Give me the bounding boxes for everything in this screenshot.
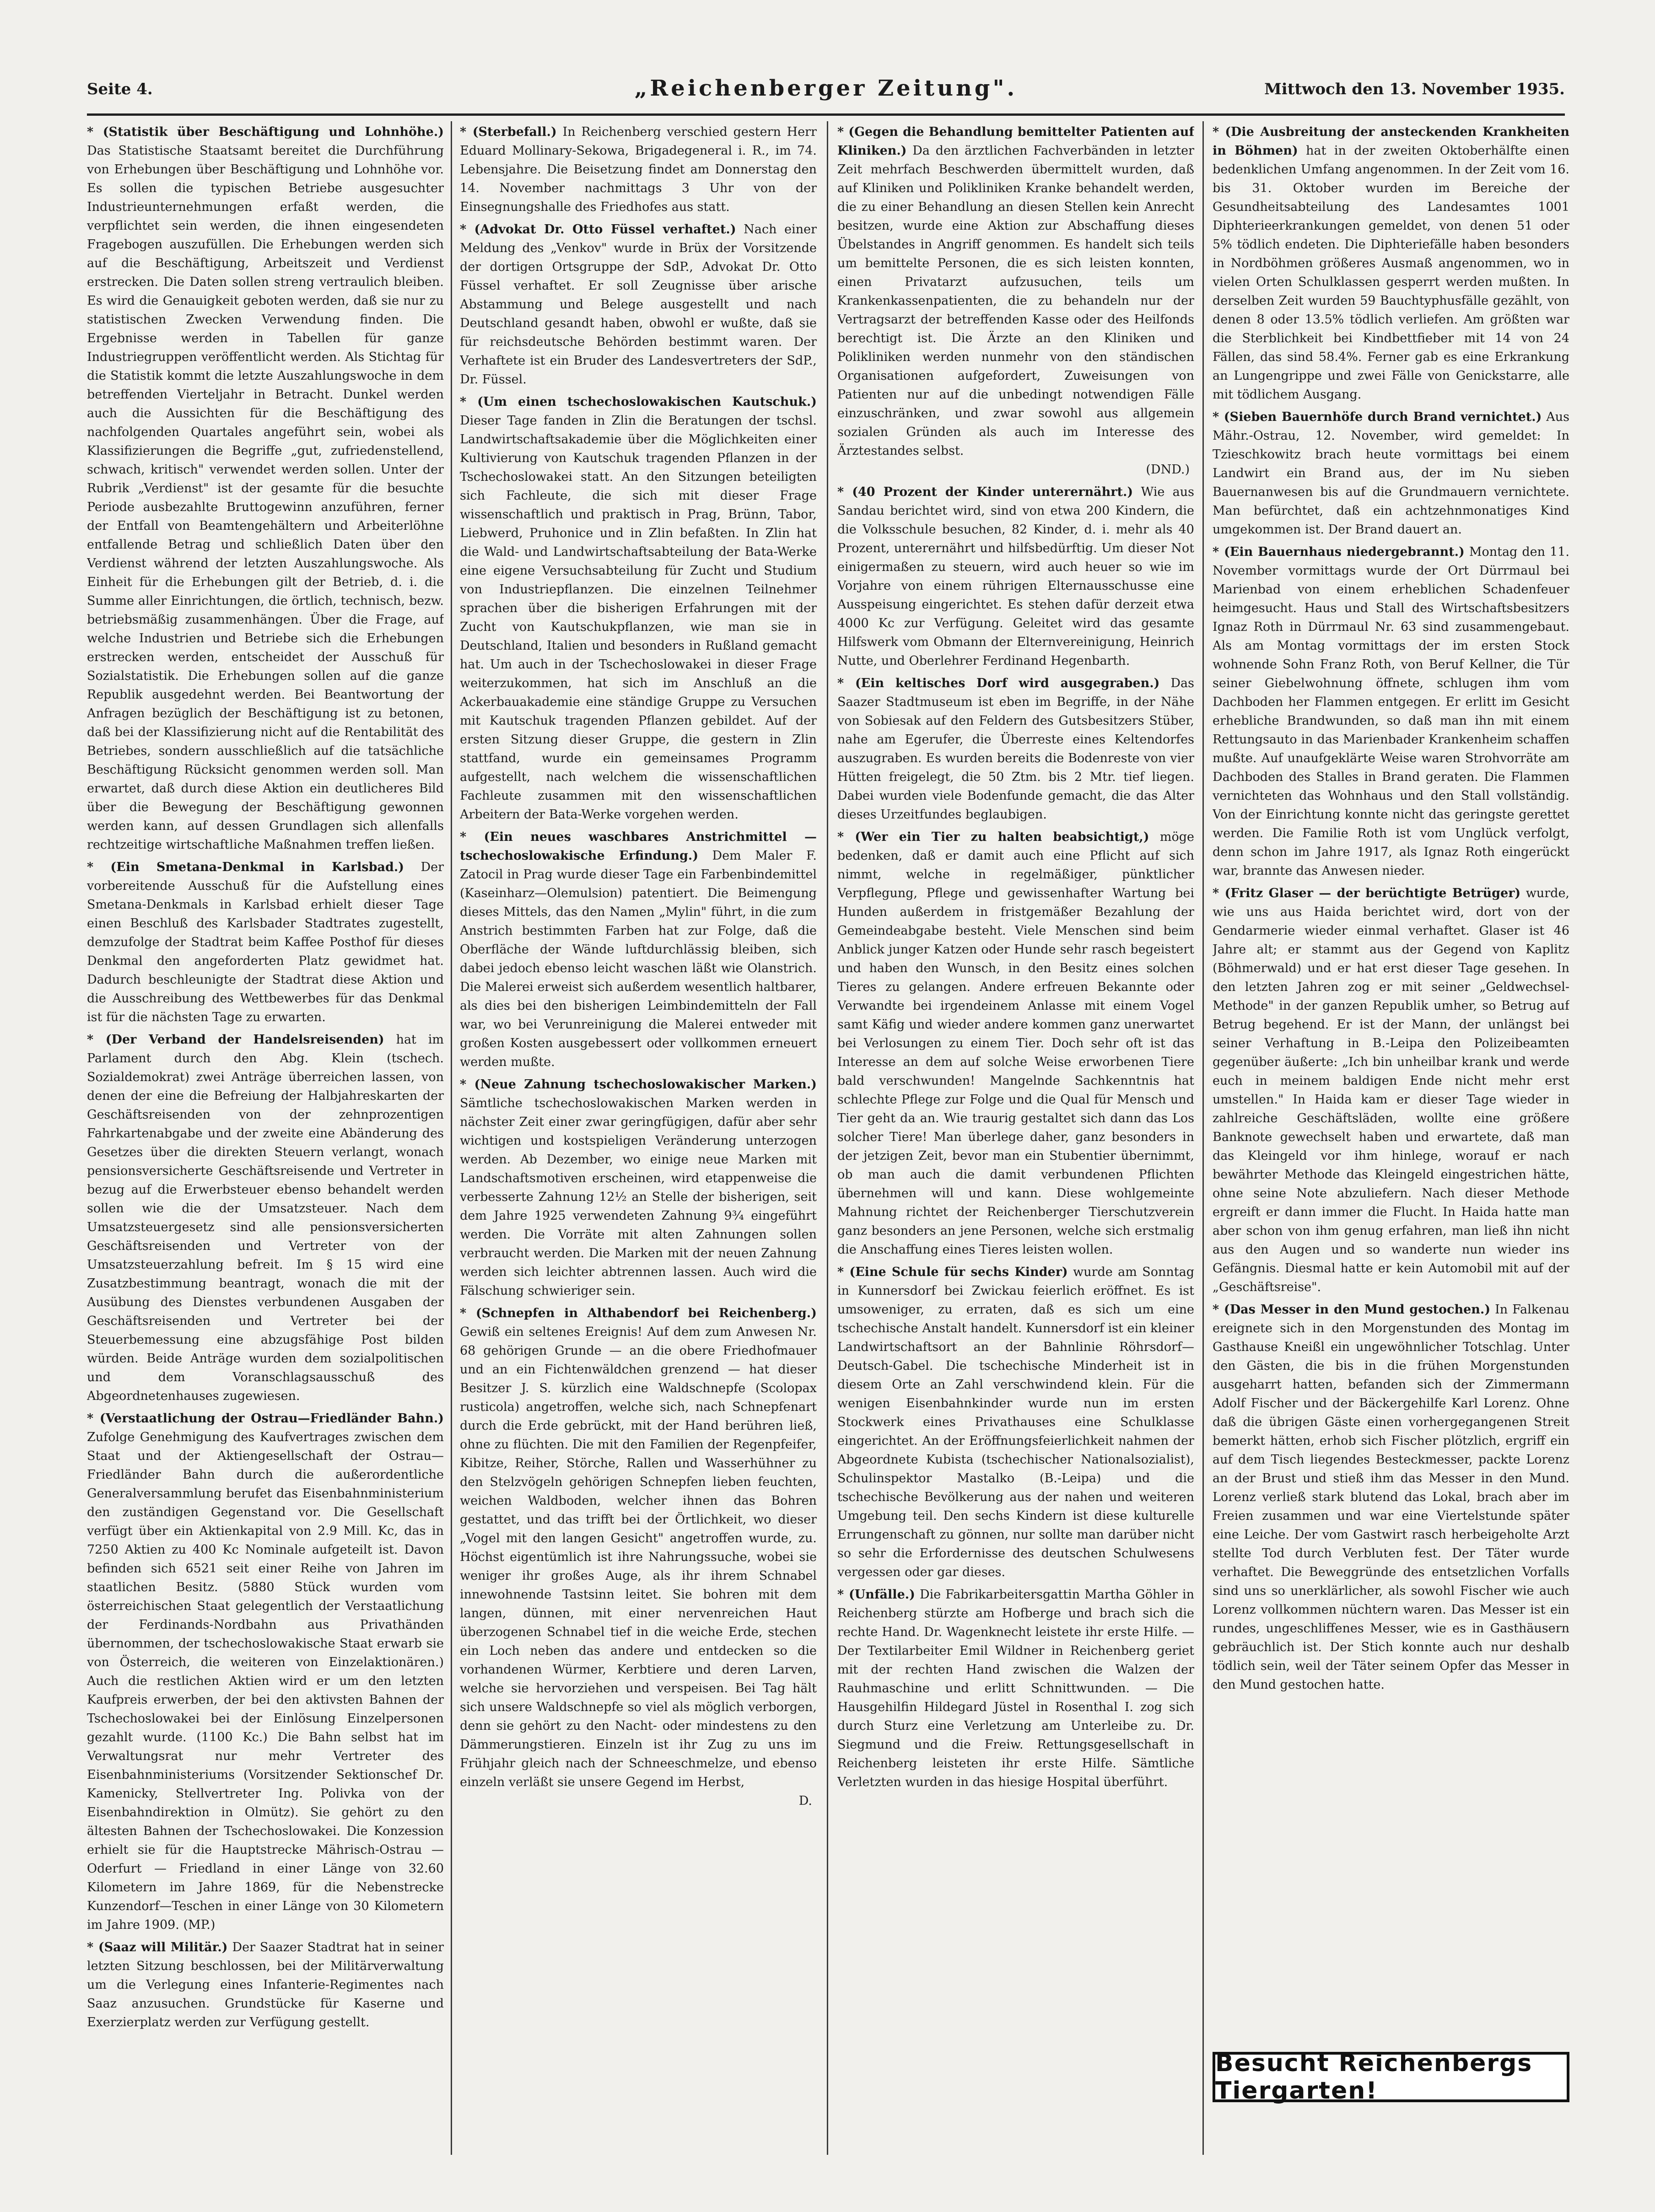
page-number: Seite 4. bbox=[87, 80, 153, 98]
article bbox=[460, 1304, 817, 1810]
article bbox=[87, 1409, 444, 1934]
article bbox=[87, 1030, 444, 1405]
article-headline: * (40 Prozent der Kinder unterernährt.) bbox=[837, 485, 1133, 499]
article bbox=[837, 123, 1194, 479]
article-headline: * (Ein Smetana-Denkmal in Karlsbad.) bbox=[87, 860, 404, 874]
article-body: Die Fabrikarbeitersgattin Martha Göhler in Reichenberg stürzte am Hofberge und brach sich die rechte Hand. Dr. Wagenknecht leistete ihr erste Hilfe. — Der Textilarbeiter Emil Wildner in Reichenberg geriet mit der rechten Hand zwischen die Walzen der Rauhmaschine und erlitt Schnittwunden. — Die Hausgehilfin Hildegard Jüstel in Rosenthal I. zog sich durch Sturz eine Verletzung am Unterleibe zu. Dr. Siegmund und die Freiw. Rettungsgesellschaft in Reichenberg leisteten ihr erste Hilfe. Sämtliche Verletzten wurden in das hiesige Hospital überführt. bbox=[837, 1588, 1194, 1789]
article-headline: * (Sterbefall.) bbox=[460, 125, 557, 139]
header-rule bbox=[87, 113, 1565, 116]
article-body: möge bedenken, daß er damit auch eine Pflicht auf sich nimmt, welche in regelmäßiger, pünktlicher Verpflegung, Pflege und gewissenhafter Wartung bei Hunden außerdem in fristgemäßer Bezahlung der Gemeindeabgabe besteht. Viele Menschen sind beim Anblick junger Katzen oder Hunde sehr rasch begeistert und haben den Wunsch, in den Besitz eines solchen Tieres zu gelangen. Andere erfreuen Bekannte oder Verwandte bei irgendeinem Anlasse mit einem Vogel samt Käfig und wieder andere kommen ganz unerwartet bei Verlosungen zu einem Tier. Doch sehr oft ist das Interesse an dem auf solche Weise erworbenen Tiere bald verschwunden! Mangelnde Sachkenntnis hat schlechte Pflege zur Folge und die Qual für Mensch und Tier geht da an. Wie traurig gestaltet sich dann das Los solcher Tiere! Man überlege daher, ganz besonders in der jetzigen Zeit, bevor man ein Stubentier übernimmt, ob man auch die damit verbundenen Pflichten übernehmen will und kann. Diese wohlgemeinte Mahnung richtet der Reichenberger Tierschutzverein ganz besonders an jene Personen, welche sich erstmalig die Anschaffung eines Tieres leisten wollen. bbox=[837, 830, 1194, 1257]
article-headline: * (Fritz Glaser — der berüchtigte Betrüger) bbox=[1213, 886, 1521, 900]
column-divider bbox=[827, 121, 828, 2155]
column-1 bbox=[87, 123, 444, 2145]
article-body: Nach einer Meldung des „Venkov" wurde in Brüx der Vorsitzende der dortigen Ortsgruppe der SdP., Advokat Dr. Otto Füssel verhaftet. Er soll Zeugnisse über arische Abstammung und Belege ausgestellt und nach Deutschland gesandt haben, obwohl er wußte, daß sie für reichsdeutsche Behörden bestimmt waren. Der Verhaftete ist ein Bruder des Landesvertreters der SdP., Dr. Füssel. bbox=[460, 222, 817, 387]
article-body: wurde am Sonntag in Kunnersdorf bei Zwickau feierlich eröffnet. Es ist umsoweniger, zu erraten, daß es sich um eine tschechische Anstalt handelt. Kunnersdorf ist ein kleiner Landwirtschaftsort an der Bahnlinie Röhrsdorf—Deutsch-Gabel. Die tschechische Minderheit ist in diesem Orte an Zahl verschwindend klein. Für die wenigen Eisenbahnkinder wurde nun im ersten Stockwerk eines Privathauses eine Schulklasse eingerichtet. An der Eröffnungsfeierlichkeit nahmen der Abgeordnete Kubista (tschechischer Nationalsozialist), Schulinspektor Mastalko (B.-Leipa) und die tschechische Bevölkerung aus der nahen und weiteren Umgebung teil. Den sechs Kindern ist diese kulturelle Errungenschaft zu gönnen, nur sollte man darüber nicht so sehr die Erfordernisse des deutschen Schulwesens vergessen oder gar dieses. bbox=[837, 1265, 1194, 1579]
column-2 bbox=[460, 123, 817, 2145]
article bbox=[837, 1585, 1194, 1792]
article-body: Aus Mähr.-Ostrau, 12. November, wird gemeldet: In Tzieschkowitz brach heute vormittags bei einem Landwirt ein Brand aus, der im Nu sieben Bauernanwesen bis auf die Grundmauern vernichtete. Man befürchtet, daß ein achtzehnmonatiges Kind umgekommen ist. Der Brand dauert an. bbox=[1213, 410, 1569, 537]
article-body: Zufolge Genehmigung des Kaufvertrages zwischen dem Staat und der Aktiengesellschaft der Ostrau—Friedländer Bahn durch die außerordentliche Generalversammlung berufet das Eisenbahnministerium den zuständigen Gegenstand vor. Die Gesellschaft verfügt über ein Aktienkapital von 2.9 Mill. Kc, das in 7250 Aktien zu 400 Kc Nominale aufgeteilt ist. Davon befinden sich 6521 seit einer Reihe von Jahren im staatlichen Besitz. (5880 Stück wurden vom österreichischen Staat gelegentlich der Verstaatlichung der Ferdinands-Nordbahn aus Privathänden übernommen, der tschechoslowakische Staat erwarb sie von Österreich, die weiteren von Einzelaktionären.) Auch die restlichen Aktien wird er um den letzten Kaufpreis erwerben, der bei den aktivsten Bahnen der Tschechoslowakei bei der Einlösung Einzelpersonen gezahlt wurde. (1100 Kc.) Die Bahn selbst hat im Verwaltungsrat nur mehr Vertreter des Eisenbahnministeriums (Vorsitzender Sektionschef Dr. Kamenicky, Stellvertreter Ing. Polivka von der Eisenbahndirektion in Olmütz). Sie gehört zu den ältesten Bahnen der Tschechoslowakei. Die Konzession erhielt sie für die Hauptstrecke Mährisch-Ostrau — Oderfurt — Friedland in einer Länge von 32.60 Kilometern im Jahre 1869, für die Nebenstrecke Kunzendorf—Teschen in einer Länge von 30 Kilometern im Jahre 1909. (MP.) bbox=[87, 1430, 444, 1932]
article-headline: * (Verstaatlichung der Ostrau—Friedländer Bahn.) bbox=[87, 1411, 444, 1426]
article bbox=[460, 123, 817, 216]
column-divider bbox=[451, 121, 452, 2155]
article bbox=[1213, 543, 1569, 880]
article-headline: * (Wer ein Tier zu halten beabsichtigt,) bbox=[837, 830, 1149, 844]
article-headline: * (Schnepfen in Althabendorf bei Reichenberg.) bbox=[460, 1306, 817, 1320]
article-body: Der Saazer Stadtrat hat in seiner letzten Sitzung beschlossen, bei der Militärverwaltung um die Verlegung eines Infanterie-Regimentes nach Saaz anzusuchen. Grundstücke für Kaserne und Exerzierplatz werden zur Verfügung gestellt. bbox=[87, 1940, 444, 2029]
article bbox=[460, 393, 817, 824]
article-body: Gewiß ein seltenes Ereignis! Auf dem zum Anwesen Nr. 68 gehörigen Grunde — an die obere Friedhofmauer und an ein Fichtenwäldchen grenzend — hat dieser Besitzer J. S. kürzlich eine Waldschnepfe (Scolopax rusticola) angetroffen, welche sich, nach Schnepfenart durch die Erde gebrückt, mit der Hand berühren ließ, ohne zu flüchten. Die mit den Familien der Regenpfeifer, Kibitze, Reiher, Störche, Rallen und Wasserhühner zu den Stelzvögeln gehörigen Schnepfen lieben feuchten, weichen Waldboden, welcher ihnen das Bohren gestattet, und das trifft bei der Örtlichkeit, wo dieser „Vogel mit den langen Gesicht" angetroffen wurde, zu. Höchst eigentümlich ist ihre Nahrungssuche, wobei sie weniger ihr großes Auge, als ihr ihrem Schnabel innewohnende Tastsinn leitet. Sie bohren mit dem langen, dünnen, mit einer nervenreichen Haut überzogenen Schnabel tief in die weiche Erde, stechen ein Loch neben das andere und entdecken so die vorhandenen Würmer, Kerbtiere und deren Larven, welche sie hervorziehen und verspeisen. Bei Tag hält sich unsere Waldschnepfe so viel als möglich verborgen, denn sie gehört zu den Nacht- oder mindestens zu den Dämmerungstieren. Einzeln ist ihr Zug zu uns im Frühjahr gleich nach der Schneeschmelze, und ebenso einzeln verläßt sie unsere Gegend im Herbst, bbox=[460, 1325, 817, 1789]
article bbox=[87, 123, 444, 854]
article-headline: * (Ein keltisches Dorf wird ausgegraben.) bbox=[837, 676, 1160, 690]
column-4 bbox=[1213, 123, 1569, 2044]
article-body: Montag den 11. November vormittags wurde der Ort Dürrmaul bei Marienbad von einem erheblichen Schadenfeuer heimgesucht. Haus und Stall des Wirtschaftsbesitzers Ignaz Roth in Dürrmaul Nr. 63 sind zusammengebaut. Als am Montag vormittags der im ersten Stock wohnende Sohn Franz Roth, von Beruf Kellner, die Tür seiner Giebelwohnung öffnete, schlugen ihm vom Dachboden her Flammen entgegen. Er erlitt im Gesicht erhebliche Brandwunden, so daß man ihn mit einem Rettungsauto in das Marienbader Krankenheim schaffen mußte. Auf unaufgeklärte Weise waren Strohvorräte am Dachboden des Stalles in Brand geraten. Die Flammen vernichteten das Wohnhaus und den Stall vollständig. Von der Einrichtung konnte nicht das geringste gerettet werden. Die Familie Roth ist vom Unglück verfolgt, denn schon im Jahre 1917, als Ignaz Roth eingerückt war, brannte das Anwesen nieder. bbox=[1213, 545, 1569, 878]
article-body: Sämtliche tschechoslowakischen Marken werden in nächster Zeit einer zwar geringfügigen, dafür aber sehr wichtigen und kostspieligen Veränderung unterzogen werden. Ab Dezember, wo einige neue Marken mit Landschaftsmotiven erscheinen, wird etappenweise die verbesserte Zahnung 12½ an Stelle der bisherigen, seit dem Jahre 1925 verwendeten Zahnung 9¾ eingeführt werden. Die Vorräte mit alten Zahnungen sollen verbraucht werden. Die Marken mit der neuen Zahnung werden sich leichter abtrennen lassen. Auch wird die Fälschung schwieriger sein. bbox=[460, 1096, 817, 1298]
newspaper-title: „Reichenberger Zeitung". bbox=[634, 75, 1018, 101]
article bbox=[1213, 884, 1569, 1297]
article-headline: * (Unfälle.) bbox=[837, 1588, 915, 1602]
article-body: Dieser Tage fanden in Zlin die Beratungen der tschsl. Landwirtschaftsakademie über die Möglichkeiten einer Kultivierung von Kautschuk tragenden Pflanzen in der Tschechoslowakei statt. An den Sitzungen beteiligten sich Fachleute, die sich mit dieser Frage wissenschaftlich und praktisch in Prag, Brünn, Tabor, Liebwerd, Pruhonice und in Zlin befaßten. In Zlin hat die Wald- und Landwirtschaftsabteilung der Bata-Werke eine eigene Versuchsabteilung für Zucht und Studium von Industriepflanzen. Die einzelnen Teilnehmer sprachen über die bisherigen Erfahrungen mit der Zucht von Kautschukpflanzen, wie man sie in Deutschland, Italien und besonders in Rußland gemacht hat. Um auch in der Tschechoslowakei in dieser Frage weiterzukommen, hat sich im Anschluß an die Ackerbauakademie eine ständige Gruppe zu Versuchen mit Kautschuk tragenden Pflanzen gebildet. Auf der ersten Sitzung dieser Gruppe, die gestern in Zlin stattfand, wurde ein gemeinsames Programm aufgestellt, nach welchem die wissenschaftlichen Fachleute zusammen mit den wissenschaftlichen Arbeitern der Bata-Werke vorgehen werden. bbox=[460, 414, 817, 822]
article-body: hat in der zweiten Oktoberhälfte einen bedenklichen Umfang angenommen. In der Zeit vom 16. bis 31. Oktober wurden im Bereiche der Gesundheitsabteilung des Landesamtes 1001 Diphterieerkrankungen gemeldet, von denen 51 oder 5% tödlich endeten. Die Diphteriefälle haben besonders in Nordböhmen größeres Ausmaß angenommen, wo in vielen Orten Schulklassen gesperrt werden mußten. In derselben Zeit wurden 59 Bauchtyphusfälle gezählt, von denen 8 oder 13.5% tödlich verliefen. Am größten war die Sterblichkeit bei Kindbettfieber mit 14 von 24 Fällen, das sind 58.4%. Ferner gab es eine Erkrankung an Lungengrippe und zwei Fälle von Genickstarre, alle mit tödlichem Ausgang. bbox=[1213, 144, 1569, 402]
article bbox=[87, 1938, 444, 2032]
article-headline: * (Statistik über Beschäftigung und Lohnhöhe.) bbox=[87, 125, 444, 139]
article-signature: (DND.) bbox=[1146, 463, 1190, 477]
article-body: Da den ärztlichen Fachverbänden in letzter Zeit mehrfach Beschwerden übermittelt wurden, daß auf Kliniken und Polikliniken Kranke behandelt werden, die zu einer Behandlung an diesen Stellen kein Anrecht besitzen, wurde eine Aktion zur Abschaffung dieses Übelstandes in Angriff genommen. Es handelt sich teils um bemittelte Personen, die es sich leisten konnten, einen Privatarzt aufzusuchen, teils um Krankenkassenpatienten, die zu behandeln nur der Vertragsarzt der betreffenden Kasse oder des Heilfonds berechtigt ist. Die Ärzte an den Kliniken und Polikliniken werden nunmehr von den ständischen Organisationen aufgefordert, Zuweisungen von Patienten nur auf die unbedingt notwendigen Fälle einzuschränken, und zwar sowohl aus allgemein sozialen Gründen als auch im Interesse des Ärztestandes selbst. bbox=[837, 144, 1194, 458]
article-signature: D. bbox=[798, 1794, 812, 1808]
article-headline: * (Eine Schule für sechs Kinder) bbox=[837, 1265, 1068, 1279]
article-body: Das Saazer Stadtmuseum ist eben im Begriffe, in der Nähe von Sobiesak auf den Feldern des Gutsbesitzers Stüber, nahe am Egerufer, die Überreste eines Keltendorfes auszugraben. Es wurden bereits die Bodenreste von vier Hütten freigelegt, die 50 Ztm. bis 2 Mtr. tief liegen. Dabei wurden viele Bodenfunde gemacht, die das Alter dieses Urzeitfundes beglaubigen. bbox=[837, 676, 1194, 822]
article-headline: * (Das Messer in den Mund gestochen.) bbox=[1213, 1302, 1491, 1317]
article-headline: * (Die Ausbreitung der ansteckenden Krankheiten in Böhmen) bbox=[1213, 125, 1569, 158]
article bbox=[460, 828, 817, 1071]
article bbox=[1213, 1300, 1569, 1694]
article-body: In Reichenberg verschied gestern Herr Eduard Mollinary-Sekowa, Brigadegeneral i. R., im 74. Lebensjahre. Die Beisetzung findet am Donnerstag den 14. November nachmittags 3 Uhr von der Einsegnungshalle des Friedhofes aus statt. bbox=[460, 125, 817, 214]
article-body: hat im Parlament durch den Abg. Klein (tschech. Sozialdemokrat) zwei Anträge überreichen lassen, von denen der eine die Befreiung der Halbjahreskarten der Geschäftsreisenden von der zehnprozentigen Fahrkartenabgabe und der zweite eine Abänderung des Gesetzes über die direkten Steuern verlangt, wonach pensionsversicherte Geschäftsreisende und Vertreter in bezug auf die Erwerbsteuer ebenso behandelt werden sollen wie die der Umsatzsteuer. Nach dem Umsatzsteuergesetz sind alle pensionsversicherten Geschäftsreisenden und Vertreter von der Umsatzsteuerzahlung befreit. Im § 15 wird eine Zusatzbestimmung beantragt, wonach die mit der Ausübung des Dienstes verbundenen Ausgaben der Geschäftsreisenden und Vertreter bei der Steuerbemessung eine abzugsfähige Post bilden würden. Beide Anträge wurden dem sozialpolitischen und dem Voranschlagsausschuß des Abgeordnetenhauses zugewiesen. bbox=[87, 1033, 444, 1403]
column-3 bbox=[837, 123, 1194, 2145]
article-headline: * (Ein Bauernhaus niedergebrannt.) bbox=[1213, 545, 1465, 559]
article-body: Wie aus Sandau berichtet wird, sind von etwa 200 Kindern, die die Volksschule besuchen, 82 Kinder, d. i. mehr als 40 Prozent, unterernährt und hilfsbedürftig. Um dieser Not einigermaßen zu steuern, wird auch heuer so wie im Vorjahre von einem rührigen Elternausschusse eine Ausspeisung eingerichtet. Es stehen dafür derzeit etwa 4000 Kc zur Verfügung. Geleitet wird das gesamte Hilfswerk vom Obmann der Elternvereinigung, Heinrich Nutte, und Oberlehrer Ferdinand Hegenbarth. bbox=[837, 485, 1194, 668]
issue-date: Mittwoch den 13. November 1935. bbox=[1264, 80, 1565, 98]
article-headline: * (Advokat Dr. Otto Füssel verhaftet.) bbox=[460, 222, 736, 237]
article-body: Der vorbereitende Ausschuß für die Aufstellung eines Smetana-Denkmals in Karlsbad erhielt dieser Tage einen Beschluß des Karlsbader Stadtrates zugestellt, demzufolge der Stadtrat beim Kaffee Posthof für dieses Denkmal den angeforderten Platz gewidmet hat. Dadurch beschleunigte der Stadtrat diese Aktion und die Ausschreibung des Wettbewerbes für das Denkmal ist für die nächsten Tage zu erwarten. bbox=[87, 860, 444, 1024]
article-body: wurde, wie uns aus Haida berichtet wird, dort von der Gendarmerie wieder einmal verhaftet. Glaser ist 46 Jahre alt; er stammt aus der Gegend von Kaplitz (Böhmerwald) und er hat erst dieser Tage gesehen. In den letzten Jahren zog er mit seiner „Geldwechsel-Methode" in der ganzen Republik umher, so Betrug auf Betrug begehend. Er ist der Mann, der unlängst bei seiner Verhaftung in B.-Leipa den Polizeibeamten gegenüber äußerte: „Ich bin unheilbar krank und werde euch in meinem baldigen Ende nicht mehr erst umstellen." In Haida kam er dieser Tage wieder in zahlreiche Geschäftsläden, wollte eine größere Banknote gewechselt haben und erwartete, daß man das Kleingeld vor ihm hinlege, worauf er nach bewährter Methode das Kleingeld eingestrichen hätte, ohne seine Note abzuliefern. Nach dieser Methode ergreift er dann immer die Flucht. In Haida hatte man aber schon von ihm genug erfahren, man ließ ihn nicht aus den Augen und so wanderte nun wieder ins Gefängnis. Diesmal hatte er kein Automobil mit auf der „Geschäftsreise". bbox=[1213, 886, 1569, 1294]
article bbox=[837, 674, 1194, 824]
article-headline: * (Um einen tschechoslowakischen Kautschuk.) bbox=[460, 395, 817, 409]
column-divider bbox=[1202, 121, 1204, 2155]
article bbox=[1213, 123, 1569, 404]
article-headline: * (Sieben Bauernhöfe durch Brand vernichtet.) bbox=[1213, 410, 1542, 424]
article-body: Dem Maler F. Zatocil in Prag wurde dieser Tage ein Farbenbindemittel (Kaseinharz—Olemulsion) patentiert. Die Beimengung dieses Mittels, das den Namen „Mylin" führt, in die zum Anstrich bestimmten Farben hat zur Folge, daß die Oberfläche der Wände luftdurchlässig bleiben, sich dabei jedoch ebenso leicht waschen läßt wie Olanstrich. Die Malerei erweist sich außerdem wesentlich haltbarer, als dies bei den bisherigen Leimbindemitteln der Fall war, wo bei Verunreinigung die Malerei entweder mit großen Kosten ausgebessert oder vollkommen erneuert werden mußte. bbox=[460, 849, 817, 1069]
page-header bbox=[87, 75, 1565, 108]
article-headline: * (Saaz will Militär.) bbox=[87, 1940, 228, 1954]
article bbox=[87, 858, 444, 1027]
article-body: In Falkenau ereignete sich in den Morgenstunden des Montag im Gasthause Kneißl ein ungewöhnlicher Totschlag. Unter den Gästen, die bis in die frühen Morgenstunden ausgeharrt hatten, befanden sich der Zimmermann Adolf Fischer und der Bäckergehilfe Karl Lorenz. Ohne daß die übrigen Gäste einen vorhergegangenen Streit bemerkt hätten, erhob sich Fischer plötzlich, ergriff ein auf dem Tisch liegendes Besteckmesser, packte Lorenz an der Brust und stieß ihm das Messer in den Mund. Lorenz verließ stark blutend das Lokal, brach aber im Freien zusammen und war eine Viertelstunde später eine Leiche. Der vom Gastwirt rasch herbeigeholte Arzt stellte Tod durch Verbluten fest. Der Täter wurde verhaftet. Die Beweggründe des entsetzlichen Vorfalls sind uns so unerklärlicher, als sowohl Fischer wie auch Lorenz vollkommen nüchtern waren. Das Messer ist ein rundes, ungeschliffenes Messer, wie es in Gasthäusern gebräuchlich ist. Der Stich konnte auch nur deshalb tödlich sein, weil der Täter seinem Opfer das Messer in den Mund gestochen hatte. bbox=[1213, 1302, 1569, 1692]
article bbox=[837, 1263, 1194, 1582]
article bbox=[460, 1075, 817, 1300]
article-headline: * (Der Verband der Handelsreisenden) bbox=[87, 1033, 384, 1047]
article bbox=[837, 483, 1194, 670]
article-body: Das Statistische Staatsamt bereitet die Durchführung von Erhebungen über Beschäftigung und Lohnhöhe vor. Es sollen die typischen Betriebe ausgesuchter Industrieunternehmungen erfaßt werden, die verpflichtet sein werden, die ihnen eingesendeten Fragebogen auszufüllen. Die Erhebungen werden sich auf die Beschäftigung, Arbeitszeit und Verdienst erstrecken. Die Daten sollen streng vertraulich bleiben. Es wird die Genauigkeit geboten werden, daß sie nur zu statistischen Zwecken Verwendung finden. Die Ergebnisse werden in Tabellen für ganze Industriegruppen veröffentlicht werden. Als Stichtag für die Statistik kommt die letzte Auszahlungswoche in dem betreffenden Vierteljahr in Betracht. Dunkel werden auch die Aussichten für die Beschäftigung des nachfolgenden Quartales angeführt sein, wobei als Klassifizierungen die Begriffe „gut, zufriedenstellend, schwach, kritisch" verwendet werden sollen. Unter der Rubrik „Verdienst" ist der gesamte für die besuchte Periode ausbezahlte Bruttogewinn anzuführen, ferner der Entfall von Beamtengehältern und Arbeiterlöhne entfallende Betrag und schließlich Daten über den Verdienst während der letzten Auszahlungswoche. Als Einheit für die Erhebungen gilt der Betrieb, d. i. die Summe aller Einrichtungen, die örtlich, technisch, bezw. betriebsmäßig zusammenhängen. Über die Frage, auf welche Industrien und Betriebe sich die Erhebungen erstrecken werden, entscheidet der Ausschuß für Sozialstatistik. Die Erhebungen sollen auf die ganze Republik ausgedehnt werden. Bei Beantwortung der Anfragen bezüglich der Beschäftigung ist zu betonen, daß bei der Klassifizierung nicht auf die Rentabilität des Betriebes, sondern ausschließlich auf die tatsächliche Beschäftigung Rücksicht genommen werden soll. Man erwartet, daß durch diese Aktion ein deutlicheres Bild über die Bewegung der Beschäftigung gewonnen werden kann, auf dessen Grundlagen sich allenfalls rechtzeitige wirtschaftliche Maßnahmen treffen ließen. bbox=[87, 144, 444, 852]
article bbox=[837, 828, 1194, 1259]
article bbox=[460, 220, 817, 389]
article-headline: * (Gegen die Behandlung bemittelter Patienten auf Kliniken.) bbox=[837, 125, 1194, 158]
advertisement-text: Besucht Reichenbergs Tiergarten! bbox=[1215, 2050, 1533, 2104]
article bbox=[1213, 408, 1569, 539]
article-headline: * (Neue Zahnung tschechoslowakischer Marken.) bbox=[460, 1077, 817, 1092]
article-headline: * (Ein neues waschbares Anstrichmittel — tschechoslowakische Erfindung.) bbox=[460, 830, 817, 863]
zoo-advertisement bbox=[1213, 2052, 1569, 2102]
